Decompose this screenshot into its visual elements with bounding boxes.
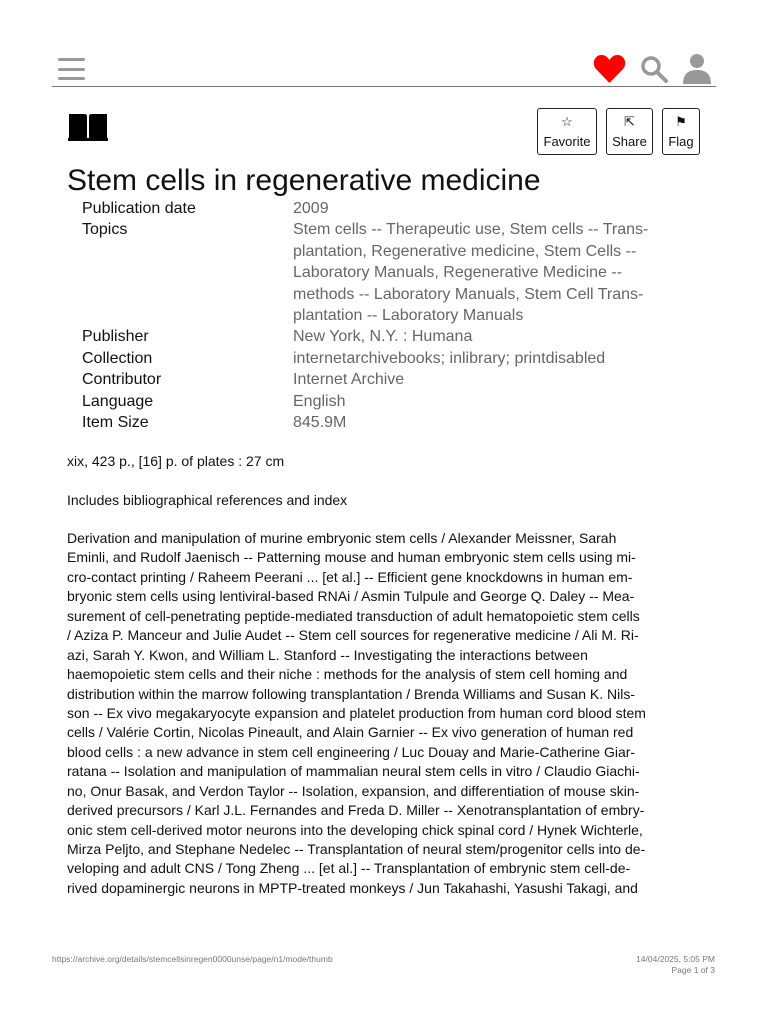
metadata-label: Contributor [82, 371, 162, 389]
metadata-value: English [293, 392, 346, 410]
heart-icon[interactable] [593, 54, 626, 84]
search-icon[interactable] [640, 55, 668, 83]
description-line: no, Onur Basak, and Verdon Taylor -- Isolation, expansion, and differentiation of mouse skin- [67, 782, 640, 799]
footer-page: Page 1 of 3 [671, 965, 715, 975]
share-icon: ⇱ [624, 114, 635, 129]
description-line: Eminli, and Rudolf Jaenisch -- Patterning mouse and human embryonic stem cells using mi- [67, 549, 636, 566]
hamburger-icon [58, 58, 85, 61]
metadata-value: internetarchivebooks; inlibrary; printdisabled [293, 349, 606, 367]
description-line: ratana -- Isolation and manipulation of mammalian neural stem cells in vitro / Claudio Giachi- [67, 763, 640, 780]
flag-icon: ⚑ [675, 114, 687, 129]
star-icon: ☆ [561, 114, 573, 129]
footer-url: https://archive.org/details/stemcellsinregen0000unse/page/n1/mode/thumb [52, 954, 333, 964]
description-line: surement of cell-penetrating peptide-mediated transduction of adult hematopoietic stem cells [67, 607, 640, 624]
flag-button[interactable]: ⚑ Flag [662, 108, 700, 155]
header-divider [52, 86, 716, 87]
description-line: / Aziza P. Manceur and Julie Audet -- Stem cell sources for regenerative medicine / Ali M. Ri- [67, 627, 639, 644]
description-line: onic stem cell-derived motor neurons into the developing chick spinal cord / Hynek Wichterle, [67, 821, 643, 838]
metadata-value: methods -- Laboratory Manuals, Stem Cell Trans- [293, 285, 644, 303]
description-line: derived precursors / Karl J.L. Fernandes and Freda D. Miller -- Xenotransplantation of embry- [67, 802, 645, 819]
metadata-value: New York, N.Y. : Humana [293, 328, 473, 346]
metadata-value: plantation, Regenerative medicine, Stem Cells -- [293, 242, 637, 260]
footer-datetime: 14/04/2025, 5:05 PM [636, 954, 715, 964]
metadata-label: Language [82, 392, 154, 410]
description-line: Mirza Peljto, and Stephane Nedelec -- Transplantation of neural stem/progenitor cells into de- [67, 841, 646, 857]
description-line: son -- Ex vivo megakaryocyte expansion and platelet production from human cord blood stem [67, 704, 646, 721]
physical-description: xix, 423 p., [16] p. of plates : 27 cm [67, 453, 285, 469]
metadata-label: Publisher [82, 328, 149, 346]
book-icon [67, 112, 109, 142]
page-title: Stem cells in regenerative medicine [67, 164, 541, 197]
metadata-label: Topics [82, 221, 128, 239]
description-line: cro-contact printing / Raheem Peerani ... [et al.] -- Efficient gene knockdowns in human em- [67, 568, 633, 585]
metadata-value: Internet Archive [293, 371, 405, 389]
description [67, 529, 646, 898]
description-line: distribution within the marrow following transplantation / Brenda Williams and Susan K. Nils- [67, 685, 636, 702]
notes: Includes bibliographical references and index [67, 492, 348, 508]
metadata-value: 2009 [293, 200, 329, 217]
metadata-value: Laboratory Manuals, Regenerative Medicine -- [293, 264, 623, 282]
description-line: rived dopaminergic neurons in MPTP-treated monkeys / Jun Takahashi, Yasushi Takagi, and [67, 879, 638, 896]
metadata-label: Publication date [82, 200, 196, 217]
menu-button[interactable] [58, 58, 85, 80]
favorite-button[interactable]: ☆ Favorite [537, 108, 597, 155]
description-line: veloping and adult CNS / Tong Zheng ... [et al.] -- Transplantation of embrynic stem cell-de- [67, 860, 631, 877]
description-line: azi, Sarah Y. Kwon, and William L. Stanford -- Investigating the interactions between [67, 646, 588, 663]
metadata-value: 845.9M [293, 414, 347, 431]
metadata-label: Collection [82, 349, 153, 367]
description-line: blood cells : a new advance in stem cell engineering / Luc Douay and Marie-Catherine Giar- [67, 743, 636, 760]
description-line: Derivation and manipulation of murine embryonic stem cells / Alexander Meissner, Sarah [67, 530, 617, 546]
metadata-value: Stem cells -- Therapeutic use, Stem cells -- Trans- [293, 221, 649, 239]
share-button[interactable]: ⇱ Share [606, 108, 653, 155]
description-line: haemopoietic stem cells and their niche : methods for the analysis of stem cell homing and [67, 666, 628, 683]
description-line: bryonic stem cells using lentiviral-based RNAi / Asmin Tulpule and George Q. Daley -- Mea- [67, 588, 635, 605]
metadata-value: plantation -- Laboratory Manuals [293, 307, 524, 324]
user-icon[interactable] [682, 53, 712, 84]
metadata-label: Item Size [82, 414, 149, 431]
description-line: cells / Valérie Cortin, Nicolas Pineault, and Alain Garnier -- Ex vivo generation of human red [67, 724, 634, 741]
